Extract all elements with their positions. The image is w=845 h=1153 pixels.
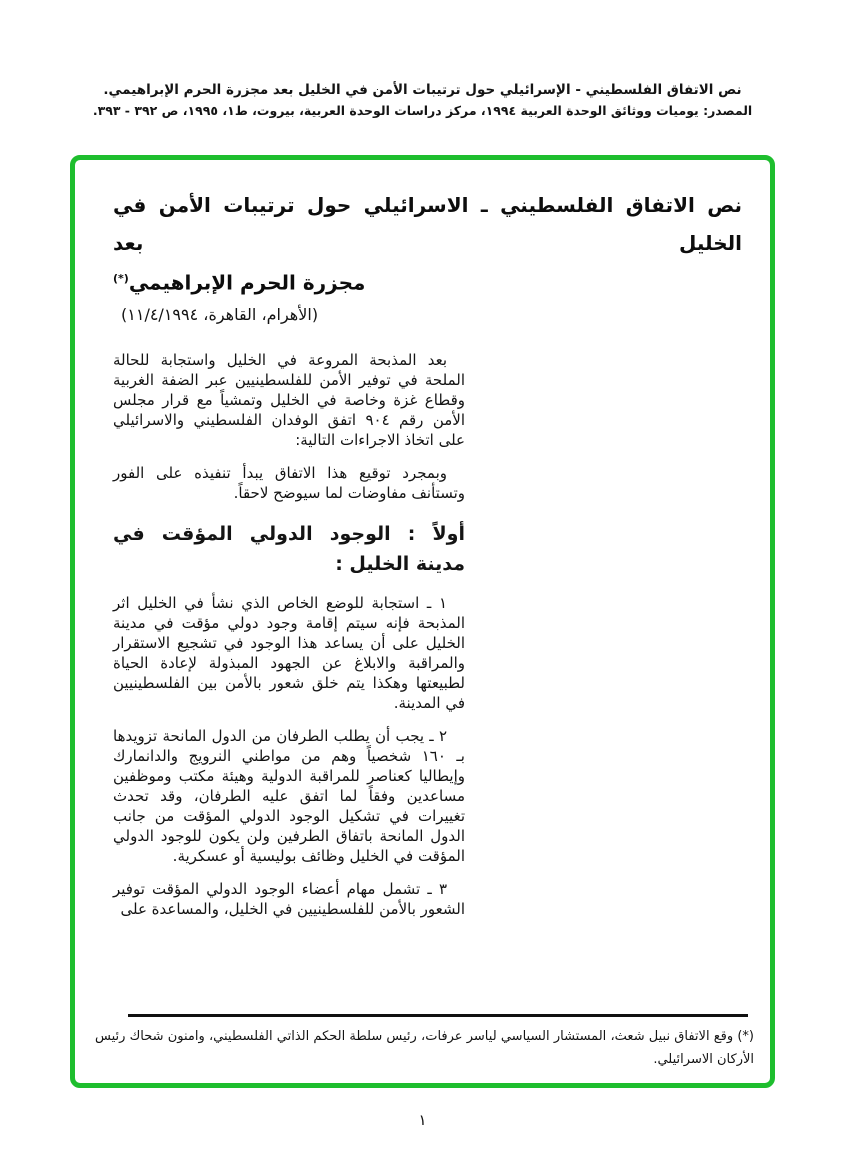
footnote-divider [128, 1014, 748, 1017]
document-title-line2 [113, 262, 742, 300]
annotation-header [40, 80, 805, 120]
annotation-title: نص الاتفاق الفلسطيني - الإسرائيلي حول ترتيبات الأمن في الخليل بعد مجزرة الحرم الإبراهيمي. [103, 82, 742, 98]
footnote-marker: (*) [113, 272, 129, 285]
numbered-item: ٣ ـ تشمل مهام أعضاء الوجود الدولي المؤقت توفير الشعور بالأمن للفلسطينيين في الخليل، والمساعدة على [113, 879, 465, 918]
numbered-item: ١ ـ استجابة للوضع الخاص الذي نشأ في الخليل اثر المذبحة فإنه سيتم إقامة وجود دولي مؤقت في مدينة الخليل على أن يساعد هذا الوجود في تشجيع الاستقرار والمراقبة والابلاغ عن الجهود المبذولة لإعادة الحياة لطبيعتها وهكذا يتم خلق شعور بالأمن بين الفلسطينيين في المدينة. [113, 593, 465, 712]
document-scan-frame [70, 155, 775, 1088]
section-heading: أولاً : الوجود الدولي المؤقت في مدينة الخليل : [113, 522, 465, 575]
annotation-source: المصدر: يوميات ووثائق الوحدة العربية ١٩٩٤، مركز دراسات الوحدة العربية، بيروت، ط١، ١٩٩٥، ص ٣٩٢ - ٣٩٣. [92, 103, 753, 118]
document-source-line: (الأهرام، القاهرة، ١١/٤/١٩٩٤) [121, 304, 319, 324]
document-text-column [113, 350, 465, 919]
document-page [75, 160, 770, 1083]
page-number: ١ [418, 1111, 427, 1129]
paragraph: وبمجرد توقيع هذا الاتفاق يبدأ تنفيذه على الفور وتستأنف مفاوضات لما سيوضح لاحقاً. [113, 463, 465, 502]
footnote-area [89, 1014, 754, 1071]
document-title-line2-text: مجزرة الحرم الإبراهيمي [128, 270, 366, 295]
paragraph: بعد المذبحة المروعة في الخليل واستجابة للحالة الملحة في توفير الأمن للفلسطينيين عبر الضفة الغربية وقطاع غزة وخاصة في الخليل وتمشياً مع قرار مجلس الأمن رقم ٩٠٤ اتفق الوفدان الفلسطيني والاسرائيلي على اتخاذ الاجراءات التالية: [113, 350, 466, 449]
numbered-item: ٢ ـ يجب أن يطلب الطرفان من الدول المانحة تزويدها بـ ١٦٠ شخصياً وهم من مواطني النرويج والدانمارك وإيطاليا كعناصر للمراقبة الدولية وهيئة مكتب وموظفين مساعدين وفقاً لما اتفق عليه الطرفان، وقد تحدث تغييرات في تشكيل الوجود الدولي المؤقت من جانب الدول المانحة باتفاق الطرفين ولن يكون للوجود الدولي المؤقت في الخليل وظائف بوليسية أو عسكرية. [113, 726, 465, 865]
document-title-line1: نص الاتفاق الفلسطيني ـ الاسرائيلي حول ترتيبات الأمن في الخليل بعد [113, 193, 742, 255]
footnote-text: (*) وقع الاتفاق نبيل شعث، المستشار السياسي لياسر عرفات، رئيس سلطة الحكم الذاتي الفلسطيني، وامنون شحاك رئيس الأركان الاسرائيلي. [95, 1029, 754, 1067]
